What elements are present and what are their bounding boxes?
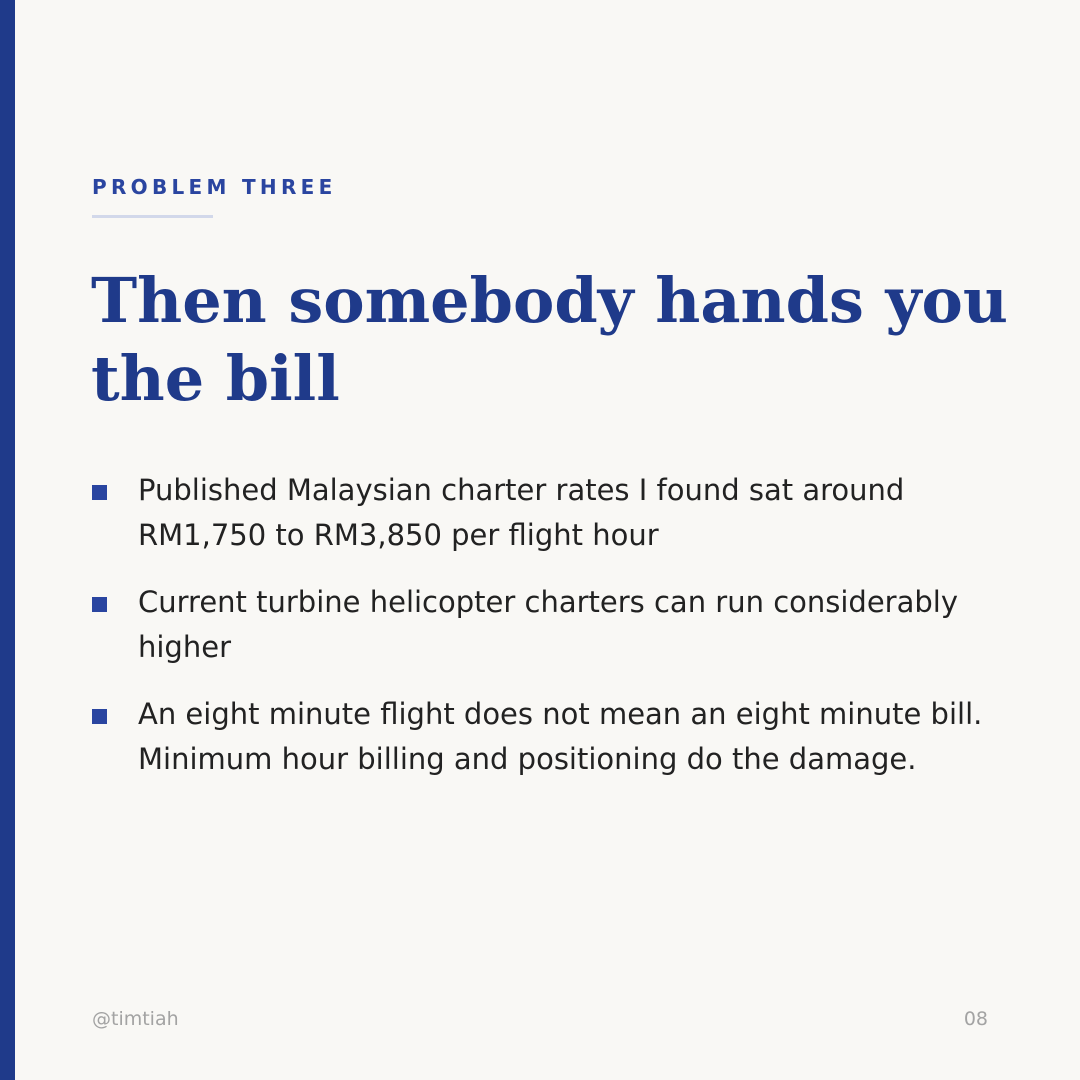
section-eyebrow: PROBLEM THREE (92, 175, 337, 199)
accent-bar (0, 0, 15, 1080)
bullet-item (92, 692, 1002, 782)
bullet-text: An eight minute flight does not mean an eight minute bill. Minimum hour billing and positioning do the damage. (138, 697, 983, 776)
bullet-list (92, 468, 1002, 804)
slide-title: Then somebody hands you the bill (91, 264, 1008, 415)
square-bullet-icon (92, 597, 107, 612)
bullet-item (92, 580, 1002, 670)
eyebrow-divider (92, 215, 213, 218)
page-number: 08 (963, 1008, 988, 1030)
bullet-text: Current turbine helicopter charters can run considerably higher (138, 585, 959, 664)
bullet-text: Published Malaysian charter rates I found sat around RM1,750 to RM3,850 per flight hour (138, 473, 905, 552)
square-bullet-icon (92, 709, 107, 724)
bullet-item (92, 468, 1002, 558)
square-bullet-icon (92, 485, 107, 500)
author-handle: @timtiah (92, 1008, 179, 1030)
